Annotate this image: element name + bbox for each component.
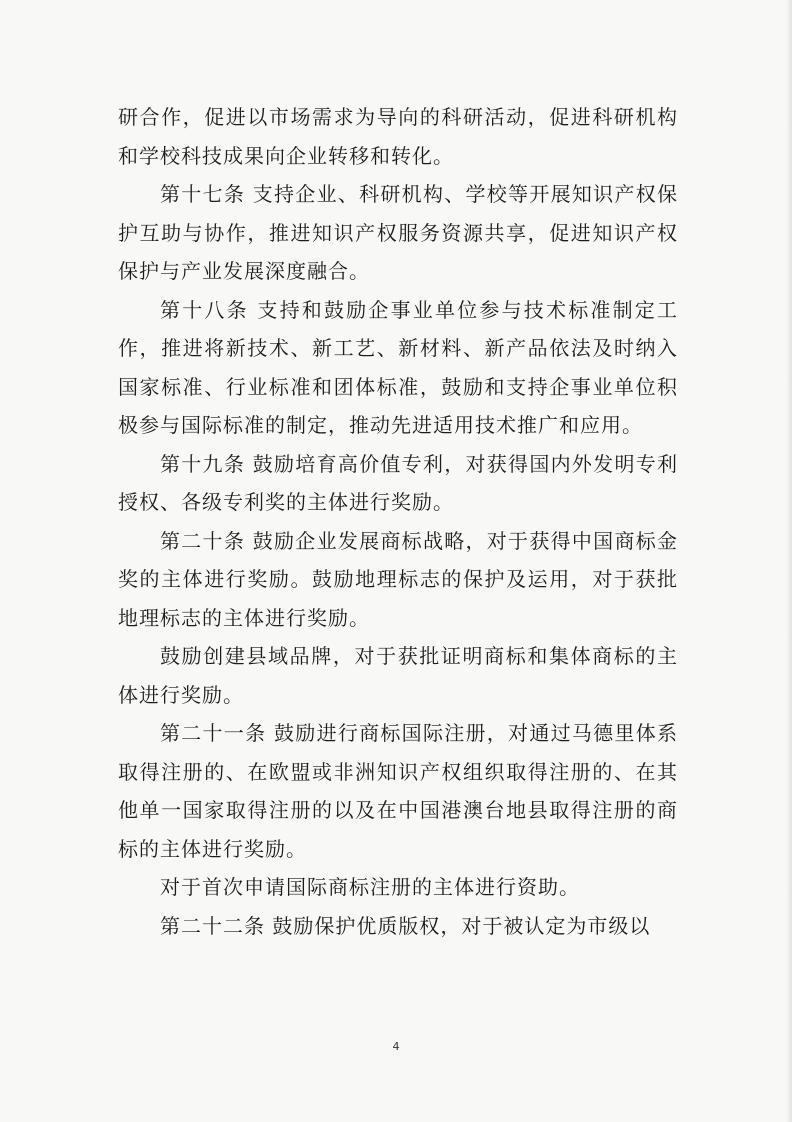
scan-edge-shadow xyxy=(786,0,792,1122)
paragraph-article-18: 第十八条 支持和鼓励企事业单位参与技术标准制定工作，推进将新技术、新工艺、新材料、新产品依法及时纳入国家标准、行业标准和团体标准，鼓励和支持企事业单位积极参与国际标准的制定，推动先进适用技术推广和应用。 xyxy=(118,297,678,437)
paragraph-article-19: 第十九条 鼓励培育高价值专利，对获得国内外发明专利授权、各级专利奖的主体进行奖励。 xyxy=(118,451,678,514)
paragraph-county-brand: 鼓励创建县域品牌，对于获批证明商标和集体商标的主体进行奖励。 xyxy=(118,644,678,707)
paragraph-first-application: 对于首次申请国际商标注册的主体进行资助。 xyxy=(160,875,580,899)
document-body xyxy=(118,98,678,945)
page-number: 4 xyxy=(392,1040,400,1053)
paragraph-article-22: 第二十二条 鼓励保护优质版权，对于被认定为市级以 xyxy=(160,913,651,938)
paragraph-article-17: 第十七条 支持企业、科研机构、学校等开展知识产权保护互助与协作，推进知识产权服务资源共享，促进知识产权保护与产业发展深度融合。 xyxy=(118,182,678,283)
paragraph-article-21: 第二十一条 鼓励进行商标国际注册，对通过马德里体系取得注册的、在欧盟或非洲知识产权组织取得注册的、在其他单一国家取得注册的以及在中国港澳台地县取得注册的商标的主体进行奖励。 xyxy=(118,721,678,861)
paragraph-article-20: 第二十条 鼓励企业发展商标战略，对于获得中国商标金奖的主体进行奖励。鼓励地理标志的保护及运用，对于获批地理标志的主体进行奖励。 xyxy=(118,528,678,630)
paragraph-continuation: 研合作，促进以市场需求为导向的科研活动，促进科研机构和学校科技成果向企业转移和转化。 xyxy=(118,105,678,168)
